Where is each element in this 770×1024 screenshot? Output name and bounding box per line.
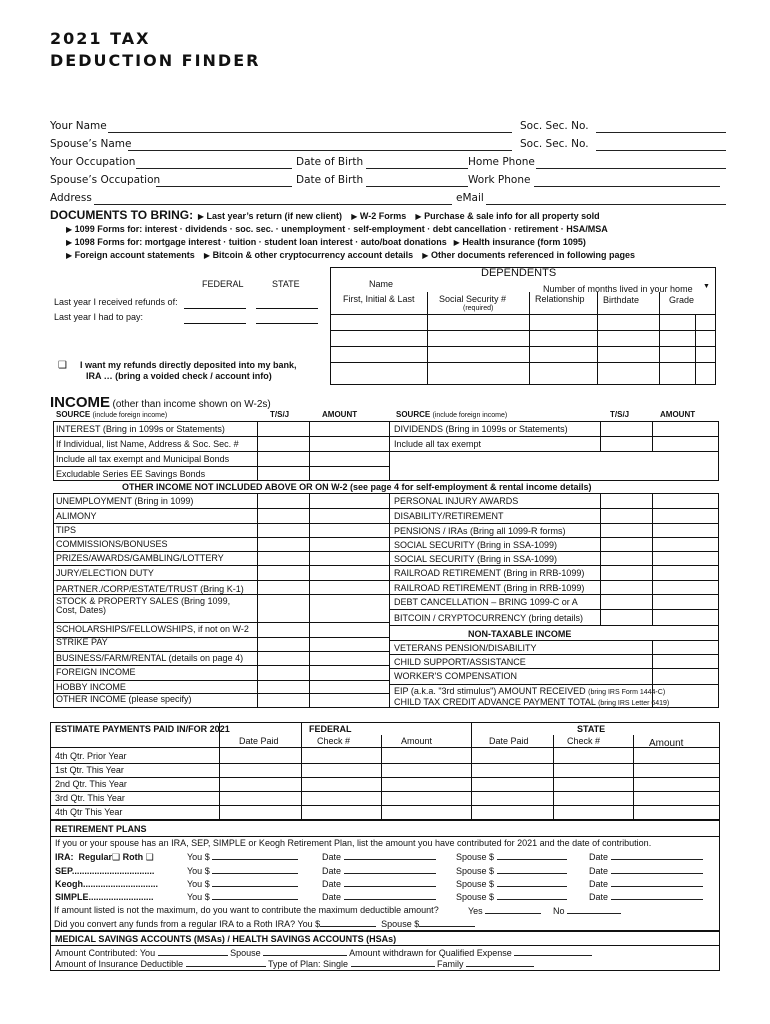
income-heading: INCOME (other than income shown on W-2s) [50,394,271,411]
other-income-label: SOCIAL SECURITY (Bring in SSA-1099) [394,540,558,550]
doc-item: Purchase & sale info for all property sold [424,211,600,221]
simple-date-row: Date [322,891,436,902]
est-row-label: 4th Qtr. Prior Year [55,751,127,761]
max-yes: Yes [468,905,541,916]
roth-conversion-question: Did you convert any funds from a regular IRA to a Roth IRA? You $ Spouse $ [54,918,475,929]
other-income-label: HOBBY INCOME [56,682,126,692]
work-phone-field[interactable] [534,186,720,187]
simple-amounts-row: You $ [187,891,298,902]
you-amount-field[interactable] [212,865,298,874]
hsa-family-field[interactable] [466,958,534,967]
refund-received-federal-field[interactable] [184,308,246,309]
roth-spouse-field[interactable] [419,918,475,927]
other-income-label: STOCK & PROPERTY SALES (Bring 1099, [56,596,231,606]
hsa-spouse-field[interactable] [263,947,347,956]
keogh-label: Keogh.............................. [55,879,159,889]
bullet-icon: ▶ [344,212,358,221]
documents-section [50,209,726,262]
dep-ssn-header: Social Security # [439,294,507,304]
other-income-label: DISABILITY/RETIREMENT [394,511,504,521]
direct-deposit-line1: I want my refunds directly deposited into my bank, [80,360,297,370]
interest-dividends-table [53,421,719,481]
other-income-label: RAILROAD RETIREMENT (Bring in RRB-1099) [394,568,585,578]
sep-amounts-row: You $ [187,865,298,876]
est-row-label: 2nd Qtr. This Year [55,779,127,789]
dep-grade-header: Grade [669,295,695,305]
bullet-icon: ▶ [197,251,211,260]
other-income-label: PRIZES/AWARDS/GAMBLING/LOTTERY [56,553,224,563]
estimates-federal-header: FEDERAL [309,724,352,734]
other-income-label: DEBT CANCELLATION – BRING 1099-C or A [394,597,578,607]
refund-paid-state-field[interactable] [256,323,318,324]
date-field[interactable] [344,891,436,900]
date-field[interactable] [611,851,703,860]
income-row-label: Include all tax exempt and Municipal Bonds [56,454,230,464]
date-field[interactable] [611,878,703,887]
dep-ssn-subheader: (required) [463,305,494,312]
spouse-occupation-field[interactable] [156,186,292,187]
other-income-label: COMMISSIONS/BONUSES [56,539,168,549]
retirement-intro: If you or your spouse has an IRA, SEP, SIMPLE or Keogh Retirement Plan, list the amount you have contributed for 2021 and the date of contribution. [55,838,652,848]
other-income-label: BITCOIN / CRYPTOCURRENCY (bring details) [394,613,584,623]
date-field[interactable] [611,891,703,900]
simple-spouse-row: Spouse $ [456,891,567,902]
occupation-field[interactable] [136,168,292,169]
nontaxable-label: WORKER'S COMPENSATION [394,671,518,681]
dependents-table [330,267,716,385]
bullet-icon: ▶ [449,238,460,247]
keogh-amounts-row: You $ [187,878,298,889]
dep-name-header: Name [369,279,394,289]
nontaxable-label: CHILD TAX CREDIT ADVANCE PAYMENT TOTAL (bring IRS Letter 6419) [394,697,670,707]
date-field[interactable] [344,865,436,874]
est-row-label: 1st Qtr. This Year [55,765,124,775]
refund-paid-federal-field[interactable] [184,323,246,324]
income-row-label: DIVIDENDS (Bring in 1099s or Statements) [394,424,568,434]
doc-item: Foreign account statements [74,250,195,260]
other-income-label: STRIKE PAY [56,637,108,647]
nontaxable-heading: NON-TAXABLE INCOME [468,629,572,639]
you-amount-field[interactable] [212,878,298,887]
est-date-header: Date Paid [239,736,279,746]
other-income-label: PENSIONS / IRAs (Bring all 1099-R forms) [394,526,566,536]
refund-paid-label: Last year I had to pay: [54,312,144,322]
other-income-label: PARTNER./CORP/ESTATE/TRUST (Bring K-1) [56,584,244,594]
ira-spouse-row: Spouse $ [456,851,567,862]
income-tsj-header-right: T/S/J [610,410,630,419]
bullet-icon: ▶ [66,225,73,234]
refund-state-header: STATE [272,279,300,289]
other-income-label: SCHOLARSHIPS/FELLOWSHIPS, if not on W-2 [56,624,249,634]
dependents-heading: DEPENDENTS [481,267,557,279]
doc-item: Last year’s return (if new client) [206,211,343,221]
spouse-amount-field[interactable] [497,851,567,860]
spouse-amount-field[interactable] [497,878,567,887]
income-source-header: SOURCE (include foreign income) [56,410,168,419]
bullet-icon: ▶ [66,238,73,247]
sep-spouse-date-row: Date [589,865,703,876]
other-income-label: PERSONAL INJURY AWARDS [394,496,519,506]
other-income-label: Cost, Dates) [56,605,107,615]
est-row-label: 4th Qtr This Year [55,807,123,817]
work-phone-label: Work Phone [468,174,531,186]
income-row-label: Excludable Series EE Savings Bonds [56,469,206,479]
ira-amounts-row: You $ [187,851,298,862]
other-income-label: UNEMPLOYMENT (Bring in 1099) [56,496,194,506]
doc-item: Other documents referenced in following pages [430,250,636,260]
no-field[interactable] [567,905,621,914]
refund-received-label: Last year I received refunds of: [54,297,178,307]
spouse-occupation-label: Spouse’s Occupation [50,174,161,186]
address-label: Address [50,192,92,204]
hsa-contributed-row: Amount Contributed: You Spouse Amount withdrawn for Qualified Expense [55,947,592,958]
ira-date-row: Date [322,851,436,862]
doc-item: 1099 Forms for: interest · dividends · soc. sec. · unemployment · self-employment · debt cancellation · retirement · HSA/MSA [74,224,608,234]
spouse-name-field[interactable] [128,150,512,151]
roth-you-field[interactable] [320,918,376,927]
est-row-label: 3rd Qtr. This Year [55,793,125,803]
est-state-check-header: Check # [567,736,601,746]
keogh-date-row: Date [322,878,436,889]
income-row-label: Include all tax exempt [394,439,482,449]
hsa-section [50,931,720,971]
occupation-label: Your Occupation [50,156,136,168]
estimates-heading: ESTIMATE PAYMENTS PAID IN/FOR 2021 [55,724,230,734]
ira-row: IRA: Regular❑ Roth ❑ [55,852,154,862]
nontaxable-label: CHILD SUPPORT/ASSISTANCE [394,657,526,667]
sep-label: SEP................................. [55,866,155,876]
est-amount-header: Amount [401,736,433,746]
income-row-label: If Individual, list Name, Address & Soc. Sec. # [56,439,239,449]
other-income-label: OTHER INCOME (please specify) [56,694,192,704]
bullet-icon: ▶ [415,251,429,260]
other-income-label: TIPS [56,525,77,535]
hsa-you-field[interactable] [158,947,228,956]
hsa-single-field[interactable] [351,958,435,967]
bullet-icon: ▶ [66,251,73,260]
you-amount-field[interactable] [212,851,298,860]
est-state-date-header: Date Paid [489,736,529,746]
dep-relationship-header: Relationship [535,294,585,304]
email-label: eMail [456,192,484,204]
title-line2: DEDUCTION FINDER [50,51,261,70]
retirement-heading: RETIREMENT PLANS [55,824,147,834]
date-field[interactable] [344,878,436,887]
address-field[interactable] [94,204,452,205]
checkbox-icon[interactable]: ❑ [112,852,121,862]
other-income-heading: OTHER INCOME NOT INCLUDED ABOVE OR ON W-2 (see page 4 for self-employment & rental income details) [122,482,592,492]
date-field[interactable] [611,865,703,874]
nontaxable-label: EIP (a.k.a. "3rd stimulus") AMOUNT RECEIVED (bring IRS Form 1444-C) [394,686,666,696]
hsa-heading: MEDICAL SAVINGS ACCOUNTS (MSAs) / HEALTH SAVINGS ACCOUNTS (HSAs) [55,934,397,944]
spouse-name-label: Spouse’s Name [50,138,132,150]
home-phone-label: Home Phone [468,156,535,168]
email-field[interactable] [486,204,726,205]
spouse-amount-field[interactable] [497,891,567,900]
sep-date-row: Date [322,865,436,876]
income-amount-header: AMOUNT [322,410,358,419]
documents-heading: DOCUMENTS TO BRING: [50,208,194,222]
hsa-withdrawn-field[interactable] [514,947,592,956]
other-income-label: ALIMONY [56,511,97,521]
est-check-header: Check # [317,736,351,746]
home-phone-field[interactable] [536,168,726,169]
doc-item: Bitcoin & other cryptocurrency account details [212,250,414,260]
max-contribution-question: If amount listed is not the maximum, do you want to contribute the maximum deductible amount? [54,905,439,915]
title-line1: 2021 TAX [50,29,151,48]
your-name-label: Your Name [50,120,107,132]
nontaxable-label: VETERANS PENSION/DISABILITY [394,643,537,653]
page-title [50,28,260,72]
estimates-state-header: STATE [577,724,606,734]
other-income-table [53,493,719,708]
dob-label: Date of Birth [296,156,364,168]
spouse-ssn-label: Soc. Sec. No. [520,138,589,150]
direct-deposit-line2: IRA … (bring a voided check / account info) [86,371,272,381]
simple-spouse-date-row: Date [589,891,703,902]
other-income-label: RAILROAD RETIREMENT (Bring in RRB-1099) [394,583,585,593]
income-source-header-right: SOURCE (include foreign income) [396,410,508,419]
checkbox-icon[interactable]: ❑ [58,360,67,371]
you-amount-field[interactable] [212,891,298,900]
date-field[interactable] [344,851,436,860]
other-income-label: SOCIAL SECURITY (Bring in SSA-1099) [394,554,558,564]
dep-name-subheader: First, Initial & Last [343,294,415,304]
keogh-spouse-row: Spouse $ [456,878,567,889]
income-row-label: INTEREST (Bring in 1099s or Statements) [56,424,225,434]
simple-label: SIMPLE.......................... [55,892,154,902]
max-no: No [553,905,621,916]
spouse-dob-field[interactable] [366,186,468,187]
doc-item: W-2 Forms [359,211,407,221]
your-ssn-label: Soc. Sec. No. [520,120,589,132]
est-state-amount-header: Amount [649,738,684,749]
dep-months-header: Number of months lived in your home [543,284,693,294]
yes-field[interactable] [485,905,541,914]
refund-federal-header: FEDERAL [202,279,244,289]
spouse-amount-field[interactable] [497,865,567,874]
dob-field[interactable] [366,168,468,169]
sep-spouse-row: Spouse $ [456,865,567,876]
income-amount-header-right: AMOUNT [660,410,696,419]
income-tsj-header: T/S/J [270,410,290,419]
estimate-payments-table [50,722,720,820]
refund-received-state-field[interactable] [256,308,318,309]
hsa-deductible-row: Amount of Insurance Deductible Type of Plan: Single Family [55,958,534,969]
bullet-icon: ▶ [195,212,204,221]
dropdown-icon: ▼ [703,283,710,290]
your-ssn-field[interactable] [596,132,726,133]
doc-item: 1098 Forms for: mortgage interest · tuition · student loan interest · auto/boat donations [74,237,447,247]
bullet-icon: ▶ [408,212,422,221]
doc-item: Health insurance (form 1095) [462,237,586,247]
ira-spouse-date-row: Date [589,851,703,862]
spouse-ssn-field[interactable] [596,150,726,151]
other-income-label: BUSINESS/FARM/RENTAL (details on page 4) [56,653,244,663]
checkbox-icon[interactable]: ❑ [145,852,154,862]
your-name-field[interactable] [108,132,512,133]
other-income-label: FOREIGN INCOME [56,667,136,677]
keogh-spouse-date-row: Date [589,878,703,889]
spouse-dob-label: Date of Birth [296,174,364,186]
hsa-deductible-field[interactable] [186,958,266,967]
other-income-label: JURY/ELECTION DUTY [56,568,154,578]
dep-birthdate-header: Birthdate [603,295,640,305]
